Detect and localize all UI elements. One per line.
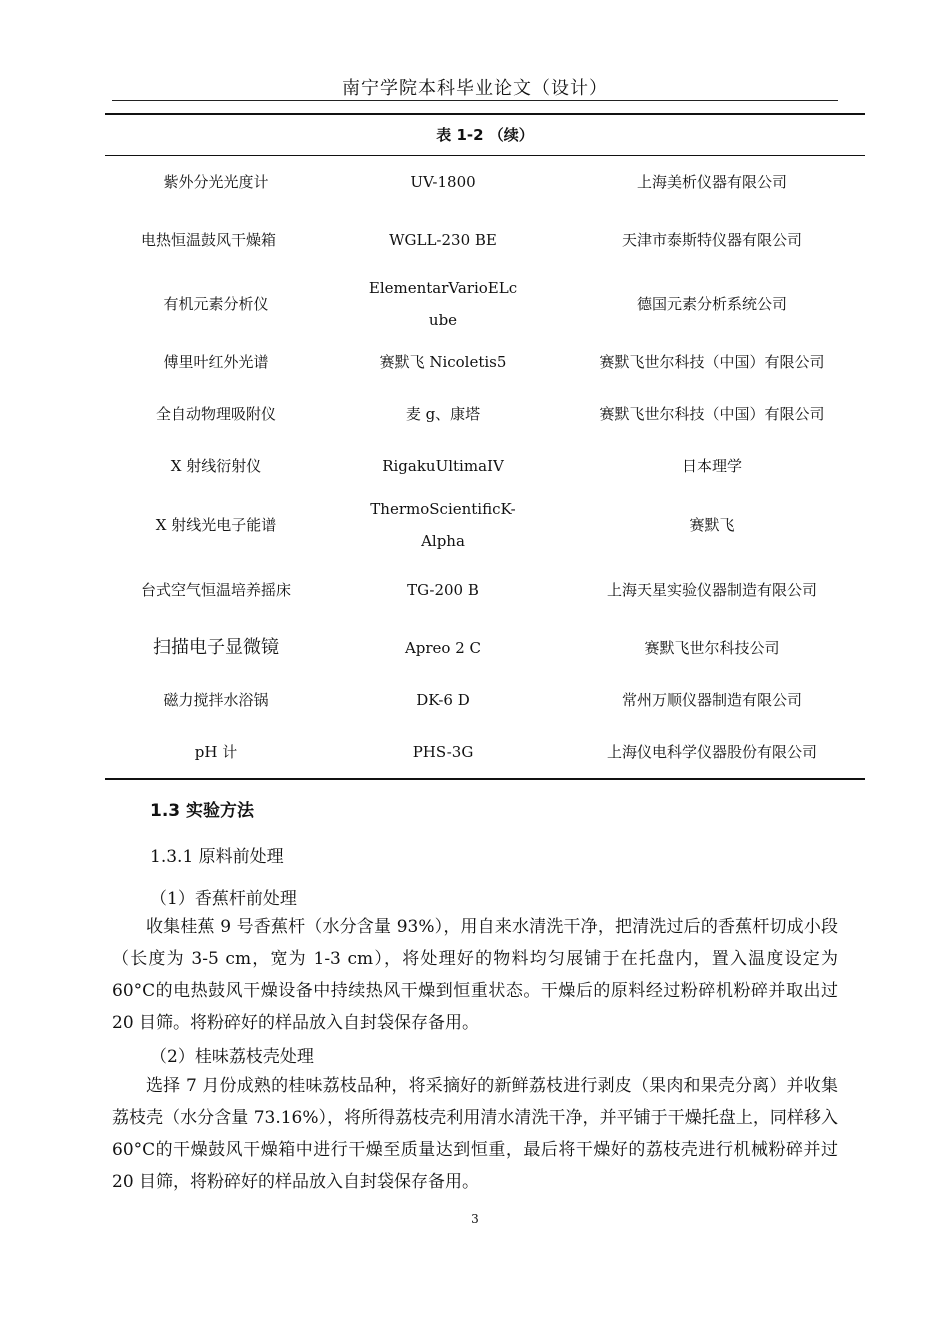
table-row <box>105 674 865 726</box>
instrument-name: 扫描电子显微镜 <box>153 637 279 658</box>
instrument-name: 紫外分光光度计 <box>163 173 269 191</box>
table-row <box>105 272 865 336</box>
instrument-model: Apreo 2 C <box>404 639 482 657</box>
instrument-name: 傅里叶红外光谱 <box>163 353 269 371</box>
instrument-name: 有机元素分析仪 <box>163 295 269 313</box>
instrument-maker: 常州万顺仪器制造有限公司 <box>621 691 802 709</box>
table-caption: 表 1-2 （续） <box>436 126 534 144</box>
table-bottom-rule <box>105 778 865 780</box>
instrument-maker: 上海天星实验仪器制造有限公司 <box>606 580 817 599</box>
table-row <box>105 726 865 778</box>
table-row <box>105 388 865 440</box>
instrument-name: 全自动物理吸附仪 <box>155 405 276 423</box>
instrument-model: ElementarVarioELcube <box>368 279 518 329</box>
instrument-model: ThermoScientificK-Alpha <box>370 499 516 550</box>
page-header-title: 南宁学院本科毕业论文（设计） <box>342 78 608 99</box>
instrument-name: 台式空气恒温培养摇床 <box>141 580 292 599</box>
instrument-name: pH 计 <box>194 743 238 761</box>
equipment-table-body <box>105 156 865 778</box>
instrument-model: RigakuUltimaIV <box>382 457 504 475</box>
item1-title: （1）香蕉杆前处理 <box>150 889 297 909</box>
instrument-maker: 上海仪电科学仪器股份有限公司 <box>606 743 817 761</box>
instrument-maker: 上海美析仪器有限公司 <box>636 173 787 191</box>
instrument-model: TG-200 B <box>407 580 479 599</box>
header-rule <box>112 100 838 101</box>
instrument-maker: 赛默飞 <box>689 515 735 534</box>
instrument-maker: 日本理学 <box>681 457 742 475</box>
item2-title: （2）桂味荔枝壳处理 <box>150 1047 314 1067</box>
instrument-model: DK-6 D <box>416 691 470 709</box>
instrument-name: 磁力搅拌水浴锅 <box>163 691 269 709</box>
instrument-model: 赛默飞 Nicoletis5 <box>379 353 507 371</box>
table-row <box>105 557 865 622</box>
instrument-maker: 赛默飞世尔科技（中国）有限公司 <box>599 405 825 423</box>
instrument-name: X 射线衍射仪 <box>170 457 262 475</box>
instrument-name: X 射线光电子能谱 <box>155 515 277 534</box>
instrument-maker: 赛默飞世尔科技（中国）有限公司 <box>599 353 825 371</box>
section-heading: 1.3 实验方法 <box>150 801 255 821</box>
page-number: 3 <box>471 1212 479 1226</box>
instrument-model: PHS-3G <box>412 743 474 761</box>
table-row <box>105 208 865 272</box>
table-row <box>105 622 865 674</box>
subsection-heading: 1.3.1 原料前处理 <box>150 847 284 867</box>
instrument-model: UV-1800 <box>410 173 476 191</box>
instrument-maker: 天津市泰斯特仪器有限公司 <box>621 231 802 249</box>
table-row <box>105 336 865 388</box>
item2-paragraph: 选择 7 月份成熟的桂味荔枝品种，将采摘好的新鲜荔枝进行剥皮（果肉和果壳分离）并收集荔枝壳（水分含量 73.16%），将所得荔枝壳利用清水清洗干净，并平铺于干燥托盘上，同样移入 60°C的干燥鼓风干燥箱中进行干燥至质量达到恒重，最后将干燥好的荔枝壳进行机械粉碎并过 20 目筛，将粉碎好的样品放入自封袋保存备用。 <box>112 1076 838 1192</box>
table-row <box>105 156 865 208</box>
instrument-model: 麦 g、康塔 <box>405 405 481 423</box>
table-row <box>105 440 865 492</box>
instrument-maker: 赛默飞世尔科技公司 <box>644 639 780 657</box>
instrument-maker: 德国元素分析系统公司 <box>636 295 787 313</box>
instrument-model: WGLL-230 BE <box>389 231 497 249</box>
item1-paragraph: 收集桂蕉 9 号香蕉杆（水分含量 93%），用自来水清洗干净，把清洗过后的香蕉杆切成小段（长度为 3-5 cm，宽为 1-3 cm），将处理好的物料均匀展铺于在托盘内，置入温度设定为 60°C的电热鼓风干燥设备中持续热风干燥到恒重状态。干燥后的原料经过粉碎机粉碎并取出过 20 目筛。将粉碎好的样品放入自封袋保存备用。 <box>112 917 838 1033</box>
instrument-name: 电热恒温鼓风干燥箱 <box>141 231 277 249</box>
equipment-table <box>105 113 865 780</box>
table-row <box>105 492 865 557</box>
